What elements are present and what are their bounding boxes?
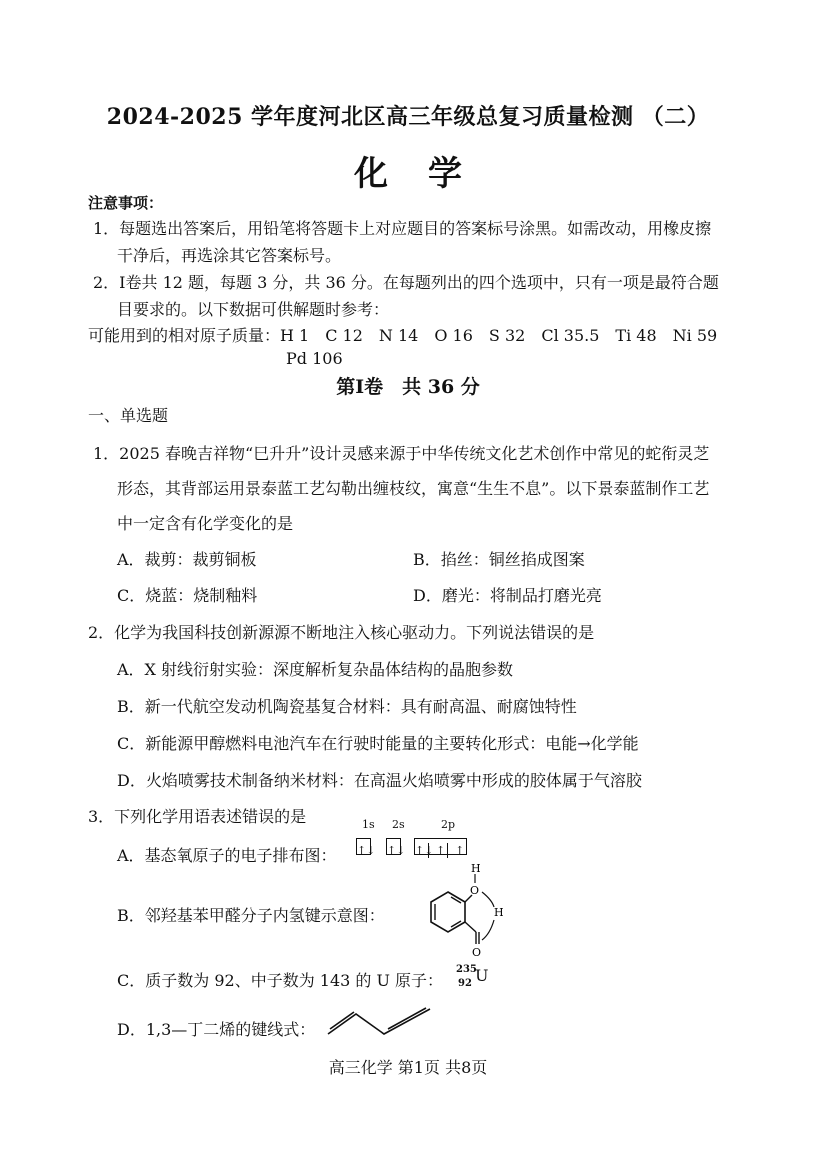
q3-option-c: C．质子数为 92、中子数为 143 的 U 原子： (117, 971, 444, 990)
orbital-2s-electrons: ↑↓ (387, 844, 406, 857)
q3-stem: 3．下列化学用语表述错误的是 (88, 807, 307, 826)
q1-option-d: D．磨光：将制品打磨光亮 (413, 586, 602, 605)
struct-o-hydroxyl: O (470, 884, 480, 897)
page-footer: 高三化学 第1页 共8页 (328, 1058, 488, 1077)
orbital-label-2s: 2s (392, 818, 405, 831)
q1-option-c: C．烧蓝：烧制釉料 (117, 586, 258, 605)
exam-title: 2024-2025 学年度河北区高三年级总复习质量检测 （二） (106, 104, 710, 130)
q1-option-a: A．裁剪：裁剪铜板 (117, 550, 257, 569)
orbital-label-1s: 1s (362, 818, 375, 831)
orbital-box-1s (356, 836, 376, 857)
note-2-line-1: 2．Ⅰ卷共 12 题，每题 3 分，共 36 分。在每题列出的四个选项中，只有一项是最符合题 (93, 273, 719, 292)
struct-h-aldehyde: H (494, 906, 504, 919)
salicylaldehyde-structure (408, 862, 518, 962)
part-heading: 一、单选题 (88, 406, 169, 425)
note-1-line-2: 干净后，再选涂其它答案标号。 (117, 246, 342, 265)
orbital-2p-x-electrons: ↑↓ (415, 844, 434, 857)
orbital-2p-y-electrons: ↑ (434, 843, 448, 858)
mass-number: 235 (456, 964, 477, 975)
q2-option-a: A．X 射线衍射实验：深度解析复杂晶体结构的晶胞参数 (117, 660, 514, 679)
orbital-label-2p: 2p (441, 818, 456, 831)
orbital-2p-z-electrons: ↑ (455, 844, 465, 857)
atomic-number: 92 (458, 978, 472, 989)
orbital-1s-electrons: ↑↓ (357, 844, 376, 857)
q1-option-b: B．掐丝：铜丝掐成图案 (413, 550, 585, 569)
q1-stem-line-2: 形态，其背部运用景泰蓝工艺勾勒出缠枝纹，寓意“生生不息”。以下景泰蓝制作工艺 (117, 479, 710, 498)
q3-option-a: A．基态氧原子的电子排布图： (117, 846, 337, 865)
q3-option-b: B．邻羟基苯甲醛分子内氢键示意图： (117, 906, 385, 925)
atomic-masses-line-1: 可能用到的相对原子质量：H 1 C 12 N 14 O 16 S 32 Cl 35.5 Ti 48 Ni 59 (88, 326, 718, 345)
q2-option-c: C．新能源甲醇燃料电池汽车在行驶时能量的主要转化形式：电能→化学能 (117, 734, 639, 753)
element-symbol: U (475, 966, 489, 985)
orbital-box-2s (386, 836, 406, 857)
orbital-box-2p (414, 836, 467, 855)
subject-title: 化学 (354, 154, 502, 194)
q1-stem-line-1: 1．2025 春晚吉祥物“巳升升”设计灵感来源于中华传统文化艺术创作中常见的蛇衔灵芝 (93, 444, 710, 463)
struct-h-hydroxyl: H (471, 862, 481, 875)
butadiene-skeletal-formula (326, 1005, 436, 1039)
note-2-line-2: 目要求的。以下数据可供解题时参考： (117, 300, 390, 319)
notes-heading: 注意事项： (88, 194, 164, 212)
atomic-masses-line-2: Pd 106 (286, 349, 343, 368)
q2-option-b: B．新一代航空发动机陶瓷基复合材料：具有耐高温、耐腐蚀特性 (117, 697, 577, 716)
note-1-line-1: 1．每题选出答案后，用铅笔将答题卡上对应题目的答案标号涂黑。如需改动，用橡皮擦 (93, 219, 712, 238)
struct-o-aldehyde: O (472, 946, 482, 959)
q3-option-d: D．1,3—丁二烯的键线式： (117, 1020, 316, 1039)
section-heading: 第Ⅰ卷 共 36 分 (336, 376, 480, 398)
q2-stem: 2．化学为我国科技创新源源不断地注入核心驱动力。下列说法错误的是 (88, 623, 595, 642)
q2-option-d: D．火焰喷雾技术制备纳米材料：在高温火焰喷雾中形成的胶体属于气溶胶 (117, 771, 642, 790)
q1-stem-line-3: 中一定含有化学变化的是 (117, 514, 294, 533)
